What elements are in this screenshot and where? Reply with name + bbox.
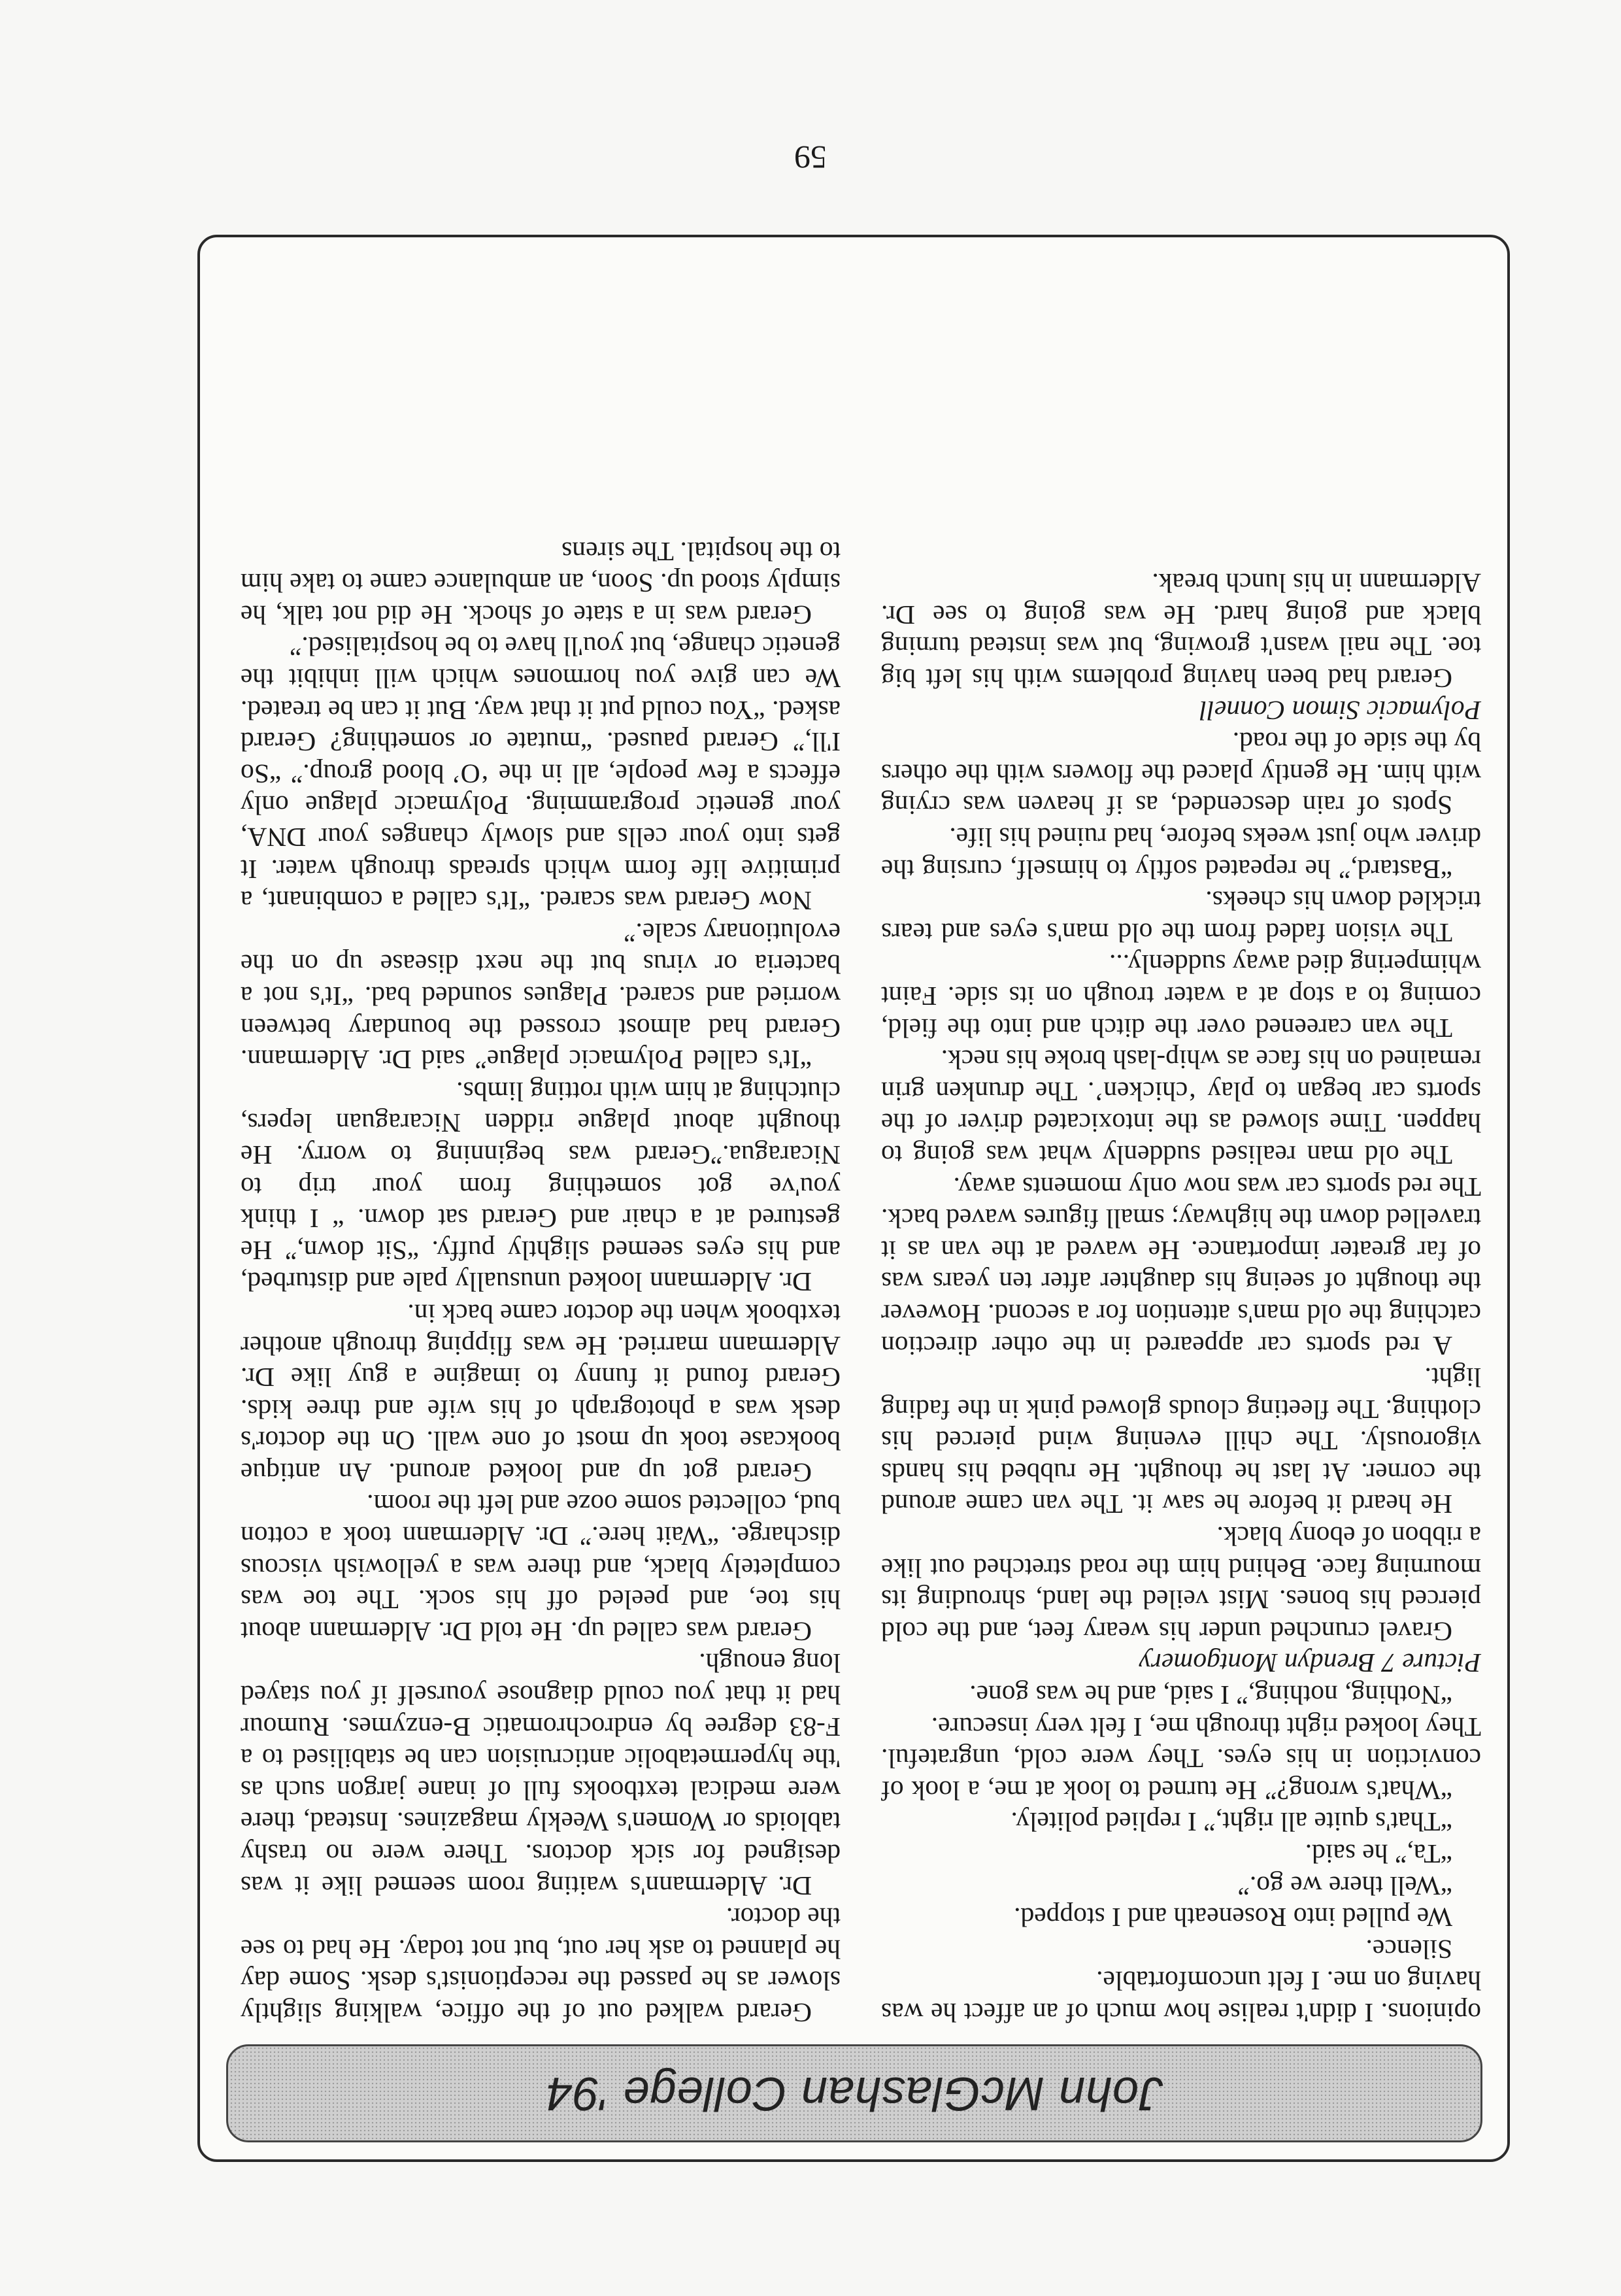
paragraph: Gerard walked out of the office, walking slightly slower as he passed the receptionist's desk. Some day he planned to ask her out, but not today. He had to see the doctor. [241, 1902, 841, 2028]
paragraph: opinions. I didn't realise how much of an affect he was having on me. I felt uncomfortable. [881, 1966, 1481, 2028]
paragraph: He heard it before he saw it. The van came around the corner. At last he thought. He rubbed his hands vigorously. The chill evening wind pierced his clothing. The fleeting clouds glowed pink in the fading light. [881, 1362, 1481, 1520]
header-banner [226, 2044, 1482, 2142]
paragraph: We pulled into Roseneath and I stopped. [1014, 1902, 1452, 1933]
paragraph: A red sports car appeared in the other direction catching the old man's attention for a second. However the thought of seeing his daughter after ten years was of far greater importance. He waved at the van as it travelled down the highway; small figures waved back. The red sports car was now only moments away. [881, 1172, 1481, 1361]
paragraph: Silence. [1365, 1934, 1452, 1965]
content-frame [197, 235, 1510, 2162]
paragraph: “Well there we go.” [1237, 1870, 1452, 1901]
paragraph: The van careened over the ditch and into the field, coming to a stop at a water trough on its side. Faint whimpering died away suddenly... [881, 949, 1481, 1043]
paragraph: “Ta,” he said. [1305, 1839, 1452, 1870]
paragraph: Spots of rain descended, as if heaven was crying with him. He gently placed the flowers with the others by the side of the road. [881, 727, 1481, 821]
paragraph: The vision faded from the old man's eyes and tears trickled down his cheeks. [881, 886, 1481, 948]
paragraph: “It's called Polymacic plague” said Dr. Aldermann. Gerard had almost crossed the boundary between worried and scared. Plagues sounded bad. “It's not a bacteria or virus but the next disease up on the evolutionary scale.” [241, 917, 841, 1075]
paragraph: Now Gerard was scared. “It's called a combinant, a primitive life form which spreads through water. It gets into your cells and slowly changes your DNA, your genetic programming. Polymacic plague only effects a few people, all in the ‘O’ blood group.” “So I'll,” Gerard paused. “mutate or something? Gerard asked. “You could put it that way. But it can be treated. We can give you hormones which will inhibit the genetic change, but you'll have to be hospitalised.” [241, 632, 841, 917]
paragraph: “Nothing, nothing,” I said, and he was gone. [969, 1680, 1452, 1711]
paragraph: Dr. Aldermann looked unusually pale and disturbed, and his eyes seemed slightly puffy. “Sit down,” He gestured at a chair and Gerard sat down. “ I think you've got something from your trip to Nicaragua.”Gerard was beginning to worry. He thought about plague ridden Nicaraguan lepers, clutching at him with rotting limbs. [241, 1076, 841, 1298]
left-column [881, 567, 1481, 2029]
paragraph: Gerard got up and looked around. An antique bookcase took up most of one wall. On the doctor's desk was a photograph of his wife and three kids. Gerard found it funny to imagine a guy like Dr. Aldermann married. He was flipping through another textbook when the doctor came back in. [241, 1298, 841, 1488]
paragraph: “What's wrong?” He turned to look at me, a look of conviction in his eyes. They were cold, ungrateful. They looked right through me, I felt very insecure. [881, 1712, 1481, 1806]
story-heading: Polymacic Simon Connell [1199, 695, 1481, 726]
right-column [241, 535, 841, 2029]
paragraph: Gravel crunched under his weary feet, and the cold pierced his bones. Mist veiled the land, shrouding its mourning face. Behind him the road stretched out like a ribbon of ebony black. [881, 1521, 1481, 1647]
paragraph: Gerard had been having problems with his left big toe. The nail wasn't growing, but was instead turning black and going hard. He was going to see Dr. Aldermann in his lunch break. [881, 568, 1481, 694]
paragraph: Gerard was in a state of shock. He did not talk, he simply stood up. Soon, an ambulance came to take him to the hospital. The sirens [241, 536, 841, 630]
paragraph: Dr. Aldermann's waiting room seemed like it was designed for sick doctors. There were no trashy tabloids or Women's Weekly magazines. Instead, there were medical textbooks full of inane jargon such as 'the hypermetabolic anticruision can be stabilised to a F-83 degree by endrochromatic B-enzymes. Rumour had it that you could diagnose yourself if you stayed long enough. [241, 1648, 841, 1901]
paragraph: Gerard was called up. He told Dr. Aldermann about his toe, and peeled off his sock. The toe was completely black, and there was a yellowish viscous discharge. “Wait here.” Dr. Aldermann took a cotton bud, collected some ooze and left the room. [241, 1489, 841, 1647]
story-heading: Picture 7 Brendyn Montgomery [1139, 1648, 1481, 1679]
paragraph: “Bastard,” he repeated softly to himself, cursing the driver who just weeks before, had ruined his life. [881, 822, 1481, 885]
paragraph: The old man realised suddenly what was going to happen. Time slowed as the intoxicated driver of the sports car began to play ‘chicken’. The drunken grin remained on his face as whip-lash broke his neck. [881, 1045, 1481, 1170]
paragraph: “That's quite all right,” I replied politely. [1011, 1807, 1452, 1838]
page-number: 59 [794, 139, 827, 176]
banner-title: John McGlashan College '94 [545, 2067, 1163, 2119]
